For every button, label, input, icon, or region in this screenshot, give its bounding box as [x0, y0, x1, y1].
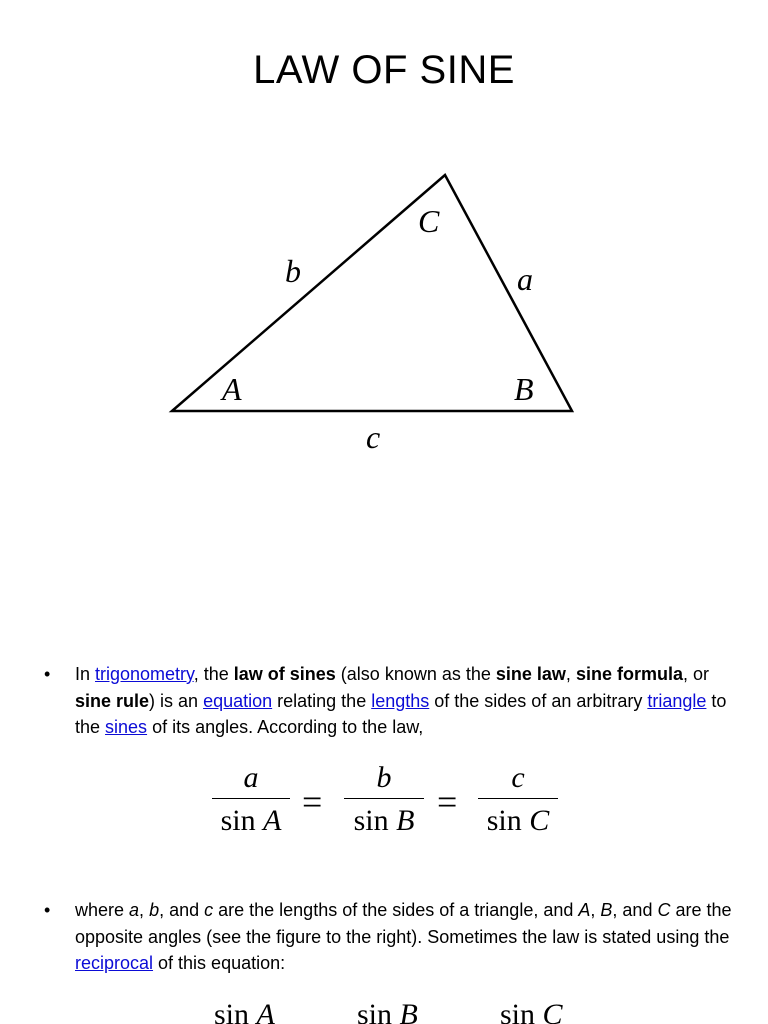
text-run: relating the [272, 690, 372, 711]
italic-variable: B [600, 900, 613, 920]
fraction-a [212, 760, 290, 839]
vertex-label-b: B [514, 371, 534, 407]
side-label-c: c [366, 419, 381, 455]
link-reciprocal[interactable]: reciprocal [75, 953, 154, 973]
bold-term: sine formula [575, 664, 683, 684]
text-run: , [590, 900, 601, 920]
bold-term: sine rule [75, 690, 150, 711]
angle-variable: B [396, 804, 415, 837]
bold-term: sine law [495, 664, 566, 684]
page-title: LAW OF SINE [253, 48, 515, 92]
text-run: ) is an [149, 690, 204, 711]
text-run: , and [159, 900, 205, 920]
fraction-denominator [344, 803, 424, 839]
side-label-b: b [285, 253, 301, 289]
angle-variable: A [263, 804, 282, 837]
italic-variable: C [657, 900, 671, 920]
text-run: are the lengths of the sides of a triangle, and [213, 900, 579, 920]
equals-sign: = [437, 782, 458, 822]
text-run: , or [682, 664, 709, 684]
reciprocal-formula-partial [0, 998, 768, 1024]
triangle-figure [0, 150, 768, 470]
side-label-a: a [517, 261, 533, 297]
text-run: of its angles. According to the law, [147, 717, 424, 737]
italic-variable: c [204, 900, 214, 920]
sin-function: sin [500, 998, 536, 1024]
vertex-label-a: A [222, 371, 242, 407]
paragraph-text [75, 661, 734, 741]
link-sines[interactable]: sines [105, 717, 148, 737]
reciprocal-numerator-c [500, 998, 563, 1024]
law-of-sines-formula [0, 760, 768, 850]
paragraph-law-of-sines [44, 661, 734, 741]
fraction-denominator [212, 803, 290, 839]
fraction-numerator: a [243, 761, 259, 794]
sin-function: sin [486, 804, 522, 837]
sin-function: sin [220, 804, 256, 837]
link-trigonometry[interactable]: trigonometry [95, 664, 194, 684]
italic-variable: b [149, 900, 160, 920]
angle-variable: B [399, 998, 418, 1024]
paragraph-definitions [44, 897, 734, 977]
vertex-label-c: C [418, 203, 440, 239]
sin-function: sin [357, 998, 393, 1024]
sin-function: sin [353, 804, 389, 837]
italic-variable: a [129, 900, 140, 920]
sin-function: sin [214, 998, 250, 1024]
fraction-bar [212, 798, 290, 799]
paragraph-text [75, 897, 734, 977]
text-run: , the [193, 664, 234, 684]
angle-variable: C [529, 804, 550, 837]
text-run: of this equation: [153, 953, 286, 973]
fraction-c [478, 760, 558, 839]
fraction-numerator: b [376, 761, 392, 794]
angle-variable: C [542, 998, 563, 1024]
fraction-bar [344, 798, 424, 799]
bullet: • [44, 664, 51, 684]
equals-sign: = [302, 782, 323, 822]
angle-variable: A [256, 998, 275, 1024]
fraction-numerator: c [511, 761, 525, 794]
link-lengths[interactable]: lengths [371, 690, 430, 711]
text-run: to the [75, 690, 727, 737]
reciprocal-numerator-b [357, 998, 418, 1024]
text-run: are the opposite angles (see the figure to the right). Sometimes the law is stated using the [75, 900, 732, 947]
bullet: • [44, 900, 51, 920]
text-run: where [75, 900, 130, 920]
link-triangle[interactable]: triangle [647, 690, 707, 711]
reciprocal-numerator-a [214, 998, 275, 1024]
text-run: (also known as the [335, 664, 496, 684]
italic-variable: A [578, 900, 591, 920]
text-run: , and [612, 900, 658, 920]
fraction-b [344, 760, 424, 839]
fraction-bar [478, 798, 558, 799]
text-run: In [75, 664, 96, 684]
fraction-denominator [478, 803, 558, 839]
link-equation[interactable]: equation [203, 690, 273, 711]
text-run: , [139, 900, 150, 920]
text-run: , [565, 664, 576, 684]
bold-term: law of sines [233, 664, 336, 684]
text-run: of the sides of an arbitrary [429, 690, 648, 711]
